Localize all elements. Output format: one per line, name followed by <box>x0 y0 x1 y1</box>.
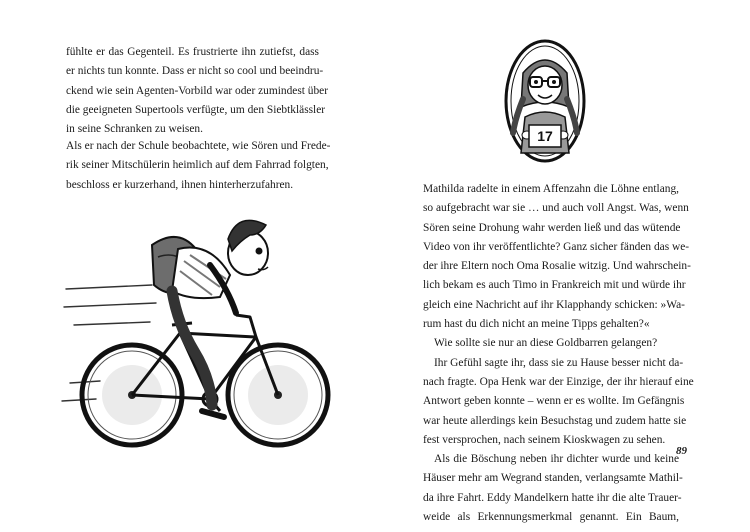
text-line: der ihre Eltern noch Oma Rosalie witzig. Und wahrschein- <box>423 260 691 273</box>
text-line: weide als Erkennungsmerkmal genannt. Ein Baum, <box>423 511 679 524</box>
text-line: rik seiner Mitschülerin heimlich auf dem Fahrrad folgten, <box>66 159 329 172</box>
text-line: Mathilda radelte in einem Affenzahn die Löhne entlang, <box>423 183 679 195</box>
text-line: da ihre Fahrt. Eddy Mandelkern hatte ihr die alte Trauer- <box>423 491 682 504</box>
text-line: er nichts tun konnte. Dass er nicht so cool und beeindru- <box>66 65 324 78</box>
text-line: die geeigneten Supertools verfügte, um den Siebtklässler <box>66 103 326 116</box>
text-line: Als er nach der Schule beobachtete, wie Sören und Frede- <box>66 140 331 152</box>
text-line: fest versprochen, nach seinem Kioskwagen zu sehen. <box>423 433 666 446</box>
text-line: fühlte er das Gegenteil. Es frustrierte ihn zutiefst, dass <box>66 46 319 58</box>
chapter-number: 17 <box>537 128 553 144</box>
text-line: Als die Böschung neben ihr dichter wurde und keine <box>434 453 679 466</box>
text-line: gleich eine Nachricht auf ihr Klapphandy schicken: »Wa- <box>423 298 685 311</box>
text-line: so aufgebracht war sie … und auch voll Angst. Was, wenn <box>423 202 689 215</box>
text-line: nach fragte. Opa Henk war der Einzige, der ihr hierauf eine <box>423 375 694 388</box>
chapter-medallion <box>503 37 587 165</box>
text-line: war heute allerdings kein Besuchstag und zudem hatte sie <box>423 414 687 427</box>
text-line: rum hast du dich nicht an meine Tipps gehalten?« <box>423 318 650 331</box>
text-line: beschloss er kurzerhand, ihnen hinterherzufahren. <box>66 178 294 191</box>
text-line: Wie sollte sie nur an diese Goldbarren gelangen? <box>434 337 658 350</box>
text-line: Sören seine Drohung wahr werden ließ und das wütende <box>423 221 681 234</box>
boy-on-bicycle-illustration <box>60 205 350 465</box>
text-line: Antwort geben konnte – wenn er es wollte. Im Gefängnis <box>423 395 685 408</box>
left-paragraph-2 <box>66 137 331 195</box>
text-line: in seine Schranken zu weisen. <box>66 123 203 136</box>
right-page <box>375 0 750 532</box>
text-line: ckend wie sein Agenten-Vorbild war oder zumindest über <box>66 84 329 97</box>
text-line: lich bekam es auch Timo in Frankreich mit und würde ihr <box>423 279 686 292</box>
text-line: Ihr Gefühl sagte ihr, dass sie zu Hause besser nicht da- <box>434 356 684 369</box>
text-line: Video von ihr veröffentlichte? Ganz sicher fänden das we- <box>423 240 690 253</box>
text-line: Häuser mehr am Wegrand standen, verlangsamte Mathil- <box>423 472 683 485</box>
page-number: 89 <box>676 445 687 457</box>
left-paragraph-1 <box>66 43 329 139</box>
